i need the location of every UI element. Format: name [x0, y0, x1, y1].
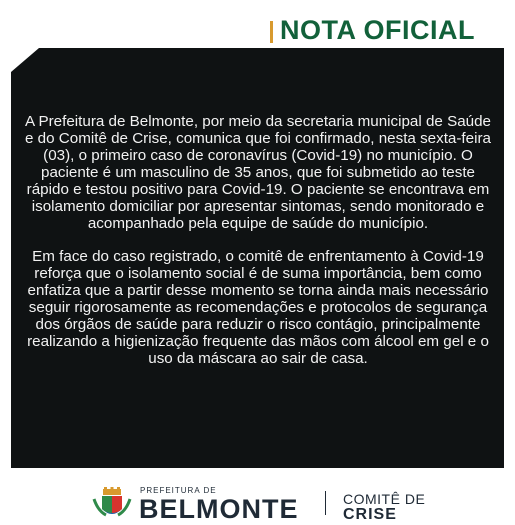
- notice-paragraph-2: Em face do caso registrado, o comitê de enfrentamento à Covid-19 reforça que o isolamento social é de suma importância, bem como enfatiza que a partir desse momento se torna ainda mais necessário seguir rigorosamente as recomendações e protocolos de segurança dos órgãos de saúde para reduzir o risco contágio, principalmente realizando a higienização frequente das mãos com álcool em gel e o uso da máscara ao sair de casa.: [27, 248, 489, 367]
- panel-corner-cut: [11, 48, 39, 72]
- prefeitura-label: PREFEITURA DE: [140, 486, 217, 495]
- comite-label: COMITÊ DE: [343, 491, 426, 507]
- page-title: NOTA OFICIAL: [280, 15, 475, 45]
- city-name: BELMONTE: [139, 494, 299, 524]
- footer-divider: [325, 491, 326, 515]
- header: [0, 0, 515, 50]
- city-crest-icon: [92, 487, 132, 521]
- crise-label: CRISE: [343, 506, 397, 523]
- notice-paragraph-1: A Prefeitura de Belmonte, por meio da secretaria municipal de Saúde e do Comitê de Crise, comunica que foi confirmado, nesta sexta-feira (03), o primeiro caso de coronavírus (Covid-19) no município. O paciente é um masculino de 35 anos, que foi submetido ao teste rápido e testou positivo para Covid-19. O paciente se encontrava em isolamento domiciliar por apresentar sintomas, sendo monitorado e acompanhado pela equipe de saúde do município.: [24, 113, 491, 232]
- title-accent-bar: [270, 21, 273, 43]
- notice-body: [24, 113, 492, 383]
